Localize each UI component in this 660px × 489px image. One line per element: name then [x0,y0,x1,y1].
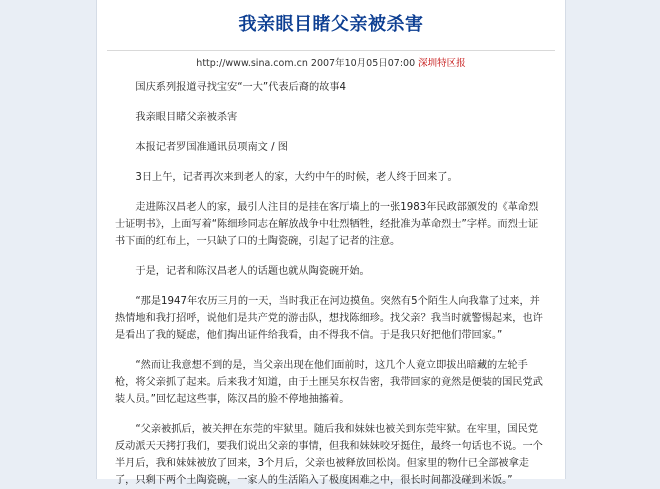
meta-source-link[interactable]: 深圳特区报 [418,58,466,69]
article-page [96,0,566,486]
paragraph: 于是，记者和陈汉昌老人的话题也就从陶瓷碗开始。 [135,266,370,277]
paragraph: 我亲眼目睹父亲被杀害 [135,112,238,123]
paragraph: 本报记者罗国准通讯员项南文 / 图 [135,142,288,153]
paragraph: “那是1947年农历三月的一天，当时我正在河边摸鱼。突然有5个陌生人向我靠了过来，并热情地和我打招呼，说他们是共产党的游击队，想找陈细珍。找父亲？我当时就警惕起来，也许是看出了我的疑虑，他们掏出证件给我看，由不得我不信。于是我只好把他们带回家。” [115,296,543,341]
paragraph: 3日上午，记者再次来到老人的家，大约中午的时候，老人终于回来了。 [135,172,458,183]
article-title: 我亲眼目睹父亲被杀害 [238,14,424,35]
article-meta [107,50,555,69]
paragraph: “父亲被抓后，被关押在东莞的牢狱里。随后我和妹妹也被关到东莞牢狱。在牢里，国民党反动派天天拷打我们，要我们说出父亲的事情，但我和妹妹咬牙挺住，最终一句话也不说。一个半月后，我和妹妹被放了回来，3个月后，父亲也被释放回松岗。但家里的物什已全部被拿走了，只剩下两个土陶瓷碗，一家人的生活陷入了极度困难之中，很长时间都没碰到米饭。” [115,424,543,486]
meta-date: 2007年10月05日07:00 [310,58,416,69]
paragraph: 国庆系列报道寻找宝安“一大”代表后裔的故事4 [135,82,346,93]
article-body [115,79,547,489]
meta-url: http://www.sina.com.cn [196,58,308,69]
paragraph: 走进陈汉昌老人的家，最引人注目的是挂在客厅墙上的一张1983年民政部颁发的《革命烈士证明书》，上面写着“陈细珍同志在解放战争中壮烈牺牲，经批准为革命烈士”字样。而烈士证书下面的红布上，一只缺了口的土陶瓷碗，引起了记者的注意。 [115,202,539,247]
paragraph: “然而让我意想不到的是，当父亲出现在他们面前时，这几个人竟立即拔出暗藏的左轮手枪，将父亲抓了起来。后来我才知道，由于土匪吴东权告密，我带回家的竟然是便装的国民党武装人员。”回忆起这些事，陈汉昌的脸不停地抽搐着。 [115,360,543,405]
